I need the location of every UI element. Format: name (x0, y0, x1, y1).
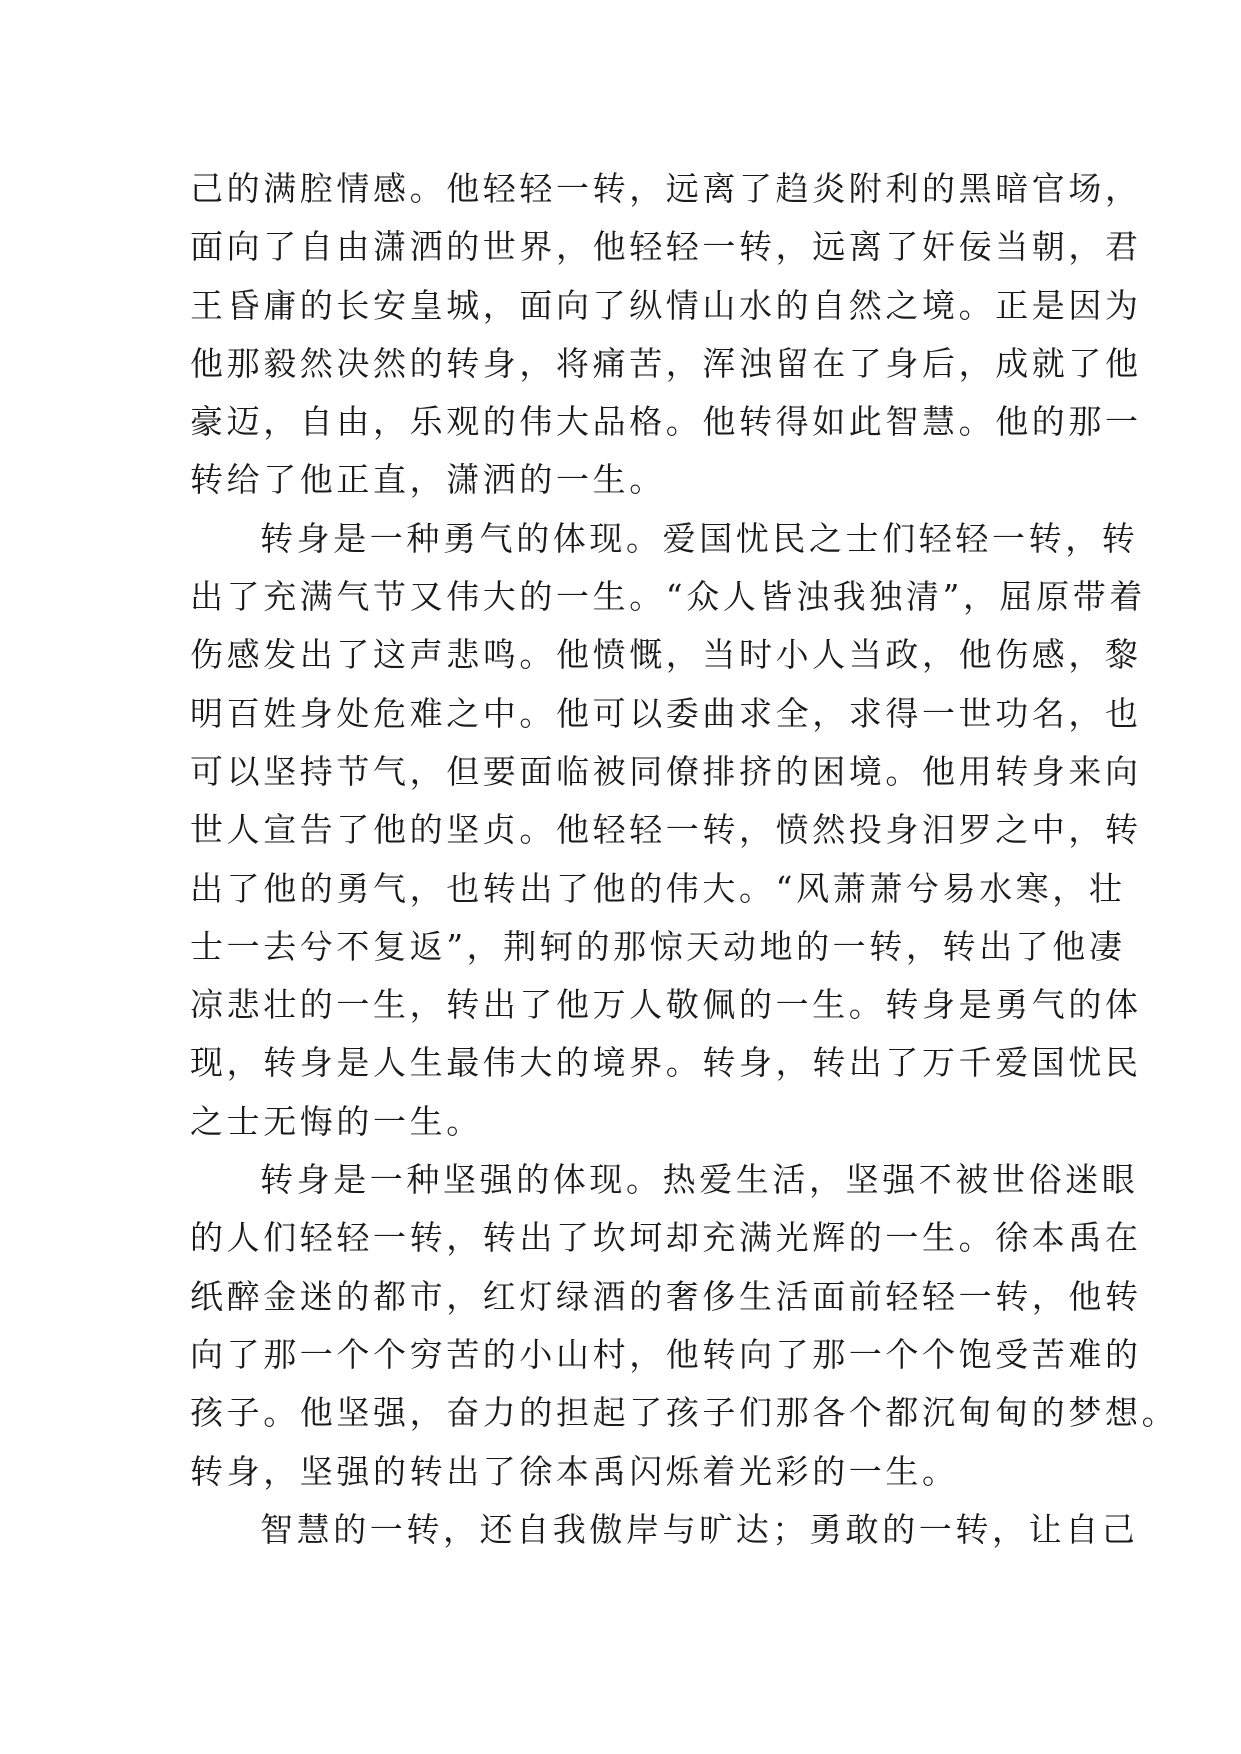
text-line: 凉悲壮的一生，转出了他万人敬佩的一生。转身是勇气的体 (190, 985, 1142, 1025)
text-line: 可以坚持节气，但要面临被同僚排挤的困境。他用转身来向 (190, 751, 1142, 791)
text-line: 向了那一个个穷苦的小山村，他转向了那一个个饱受苦难的 (190, 1334, 1142, 1374)
paragraph-first-line: 转身是一种坚强的体现。热爱生活，坚强不被世俗迷眼 (260, 1160, 1139, 1200)
text-line: 出了充满气节又伟大的一生。“众人皆浊我独清”，屈原带着 (190, 577, 1146, 617)
text-line: 的人们轻轻一转，转出了坎坷却充满光辉的一生。徐本禹在 (190, 1218, 1142, 1258)
text-line: 转身，坚强的转出了徐本禹闪烁着光彩的一生。 (190, 1451, 959, 1491)
text-line: 面向了自由潇洒的世界，他轻轻一转，远离了奸佞当朝，君 (190, 227, 1142, 267)
text-line: 士一去兮不复返”，荆轲的那惊天动地的一转，转出了他凄 (190, 926, 1126, 966)
text-line: 之士无悔的一生。 (190, 1101, 483, 1141)
text-line: 己的满腔情感。他轻轻一转，远离了趋炎附利的黑暗官场， (190, 169, 1142, 208)
text-line: 现，转身是人生最伟大的境界。转身，转出了万千爱国忧民 (190, 1043, 1142, 1083)
text-line: 他那毅然决然的转身，将痛苦，浑浊留在了身后，成就了他 (190, 343, 1142, 383)
paragraph-first-line: 转身是一种勇气的体现。爱国忧民之士们轻轻一转，转 (260, 518, 1139, 558)
text-line: 世人宣告了他的坚贞。他轻轻一转，愤然投身汨罗之中，转 (190, 810, 1142, 850)
text-line: 纸醉金迷的都市，红灯绿酒的奢侈生活面前轻轻一转，他转 (190, 1276, 1142, 1316)
text-line: 出了他的勇气，也转出了他的伟大。“风萧萧兮易水寒，壮 (190, 868, 1126, 908)
text-line: 明百姓身处危难之中。他可以委曲求全，求得一世功名，也 (190, 693, 1142, 733)
text-line: 转给了他正直，潇洒的一生。 (190, 460, 666, 500)
text-line: 王昏庸的长安皇城，面向了纵情山水的自然之境。正是因为 (190, 285, 1142, 325)
paragraph-first-line: 智慧的一转，还自我傲岸与旷达；勇敢的一转，让自己 (260, 1509, 1139, 1549)
text-line: 孩子。他坚强，奋力的担起了孩子们那各个都沉甸甸的梦想。 (190, 1393, 1179, 1433)
text-line: 豪迈，自由，乐观的伟大品格。他转得如此智慧。他的那一 (190, 402, 1142, 442)
text-line: 伤感发出了这声悲鸣。他愤慨，当时小人当政，他伤感，黎 (190, 635, 1142, 675)
essay-body (190, 160, 1179, 1559)
